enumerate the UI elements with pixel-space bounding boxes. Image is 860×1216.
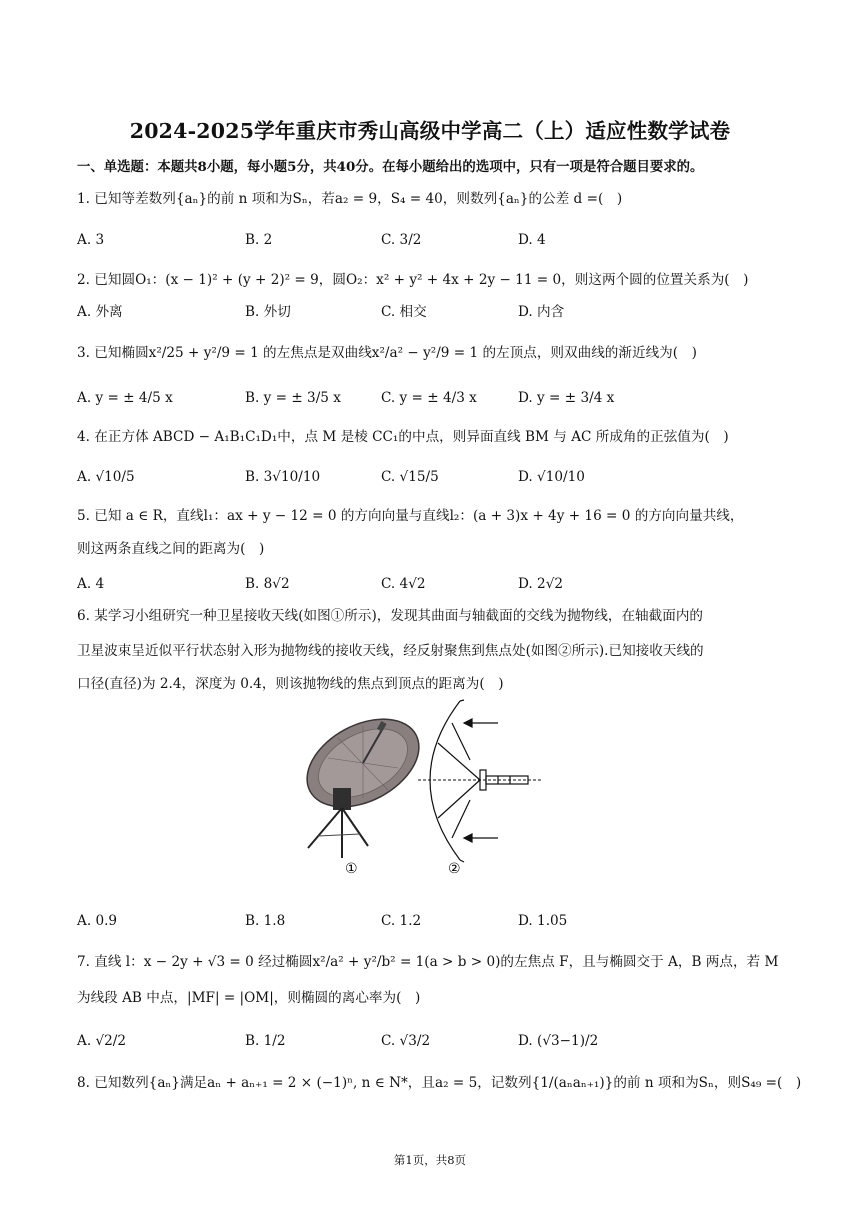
- question-6-stem-line-3: 口径(直径)为 2.4，深度为 0.4，则该抛物线的焦点到顶点的距离为( ): [77, 676, 504, 692]
- section-heading: 一、单选题：本题共8小题，每小题5分，共40分。在每小题给出的选项中，只有一项是符合题目要求的。: [77, 159, 704, 175]
- parabola-curve: [430, 701, 460, 860]
- arrowhead-bottom: [464, 834, 472, 842]
- question-2-stem: 2. 已知圆O₁：(x − 1)² + (y + 2)² = 9，圆O₂：x² + y² + 4x + 2y − 11 = 0，则这两个圆的位置关系为( ): [77, 272, 749, 288]
- q7-option-b: B. 1/2: [245, 1033, 286, 1049]
- satellite-dish-illustration: [292, 701, 434, 858]
- q7-option-a: A. √2/2: [77, 1033, 126, 1049]
- q4-option-b: B. 3√10/10: [245, 469, 321, 485]
- figure-1-label: ①: [345, 861, 358, 877]
- q3-option-a: A. y = ± 4/5 x: [77, 390, 173, 406]
- q6-option-c: C. 1.2: [381, 913, 422, 929]
- page-title: 2024-2025学年重庆市秀山高级中学高二（上）适应性数学试卷: [129, 119, 731, 143]
- q4-option-c: C. √15/5: [381, 469, 439, 485]
- question-4-stem: 4. 在正方体 ABCD − A₁B₁C₁D₁中，点 M 是棱 CC₁的中点，则异面直线 BM 与 AC 所成角的正弦值为( ): [77, 429, 729, 445]
- antenna-figure-svg: [288, 698, 588, 878]
- q2-option-a: A. 外离: [77, 304, 123, 320]
- q1-option-d: D. 4: [518, 232, 546, 248]
- arrowhead-top: [464, 719, 472, 727]
- q1-option-b: B. 2: [245, 232, 273, 248]
- q6-option-d: D. 1.05: [518, 913, 568, 929]
- reflected-ray-top: [452, 723, 470, 760]
- q4-option-d: D. √10/10: [518, 469, 585, 485]
- q5-option-b: B. 8√2: [245, 576, 290, 592]
- question-7-stem-line-1: 7. 直线 l：x − 2y + √3 = 0 经过椭圆x²/a² + y²/b² = 1(a > b > 0)的左焦点 F，且与椭圆交于 A，B 两点，若 M: [77, 954, 779, 970]
- question-6-stem-line-1: 6. 某学习小组研究一种卫星接收天线(如图①所示)，发现其曲面与轴截面的交线为抛物线，在轴截面内的: [77, 608, 704, 624]
- receiver-rod: [486, 776, 528, 784]
- q3-option-c: C. y = ± 4/3 x: [381, 390, 477, 406]
- question-6-stem-line-2: 卫星波束呈近似平行状态射入形为抛物线的接收天线，经反射聚焦到焦点处(如图②所示).已知接收天线的: [77, 643, 704, 659]
- figure-2-label: ②: [448, 861, 461, 877]
- q7-option-d: D. (√3−1)/2: [518, 1033, 599, 1049]
- reflected-ray-bottom: [452, 800, 470, 838]
- question-1-stem: 1. 已知等差数列{aₙ}的前 n 项和为Sₙ，若a₂ = 9，S₄ = 40，则数列{aₙ}的公差 d =( ): [77, 191, 623, 207]
- q1-option-c: C. 3/2: [381, 232, 422, 248]
- q7-option-c: C. √3/2: [381, 1033, 431, 1049]
- q2-option-b: B. 外切: [245, 304, 291, 320]
- q6-option-b: B. 1.8: [245, 913, 286, 929]
- q1-option-a: A. 3: [77, 232, 105, 248]
- q4-option-a: A. √10/5: [77, 469, 135, 485]
- question-8-stem: 8. 已知数列{aₙ}满足aₙ + aₙ₊₁ = 2 × (−1)ⁿ, n ∈ N*，且a₂ = 5，记数列{1/(aₙaₙ₊₁)}的前 n 项和为Sₙ，则S₄₉ =( ): [77, 1075, 802, 1091]
- page-footer: 第1页，共8页: [393, 1153, 467, 1167]
- question-7-stem-line-2: 为线段 AB 中点，|MF| = |OM|，则椭圆的离心率为( ): [77, 990, 421, 1006]
- q5-option-a: A. 4: [77, 576, 105, 592]
- question-5-stem-line-1: 5. 已知 a ∈ R，直线l₁：ax + y − 12 = 0 的方向向量与直线l₂：(a + 3)x + 4y + 16 = 0 的方向向量共线，: [77, 508, 744, 524]
- q5-option-d: D. 2√2: [518, 576, 564, 592]
- q5-option-c: C. 4√2: [381, 576, 426, 592]
- q2-option-c: C. 相交: [381, 304, 427, 320]
- q6-option-a: A. 0.9: [77, 913, 118, 929]
- question-5-stem-line-2: 则这两条直线之间的距离为( ): [77, 541, 265, 557]
- antenna-figure: [288, 698, 588, 878]
- q2-option-d: D. 内含: [518, 304, 565, 320]
- q3-option-d: D. y = ± 3/4 x: [518, 390, 615, 406]
- question-3-stem: 3. 已知椭圆x²/25 + y²/9 = 1 的左焦点是双曲线x²/a² − y²/9 = 1 的左顶点，则双曲线的渐近线为( ): [77, 345, 697, 361]
- q3-option-b: B. y = ± 3/5 x: [245, 390, 341, 406]
- parabola-diagram: [418, 700, 543, 862]
